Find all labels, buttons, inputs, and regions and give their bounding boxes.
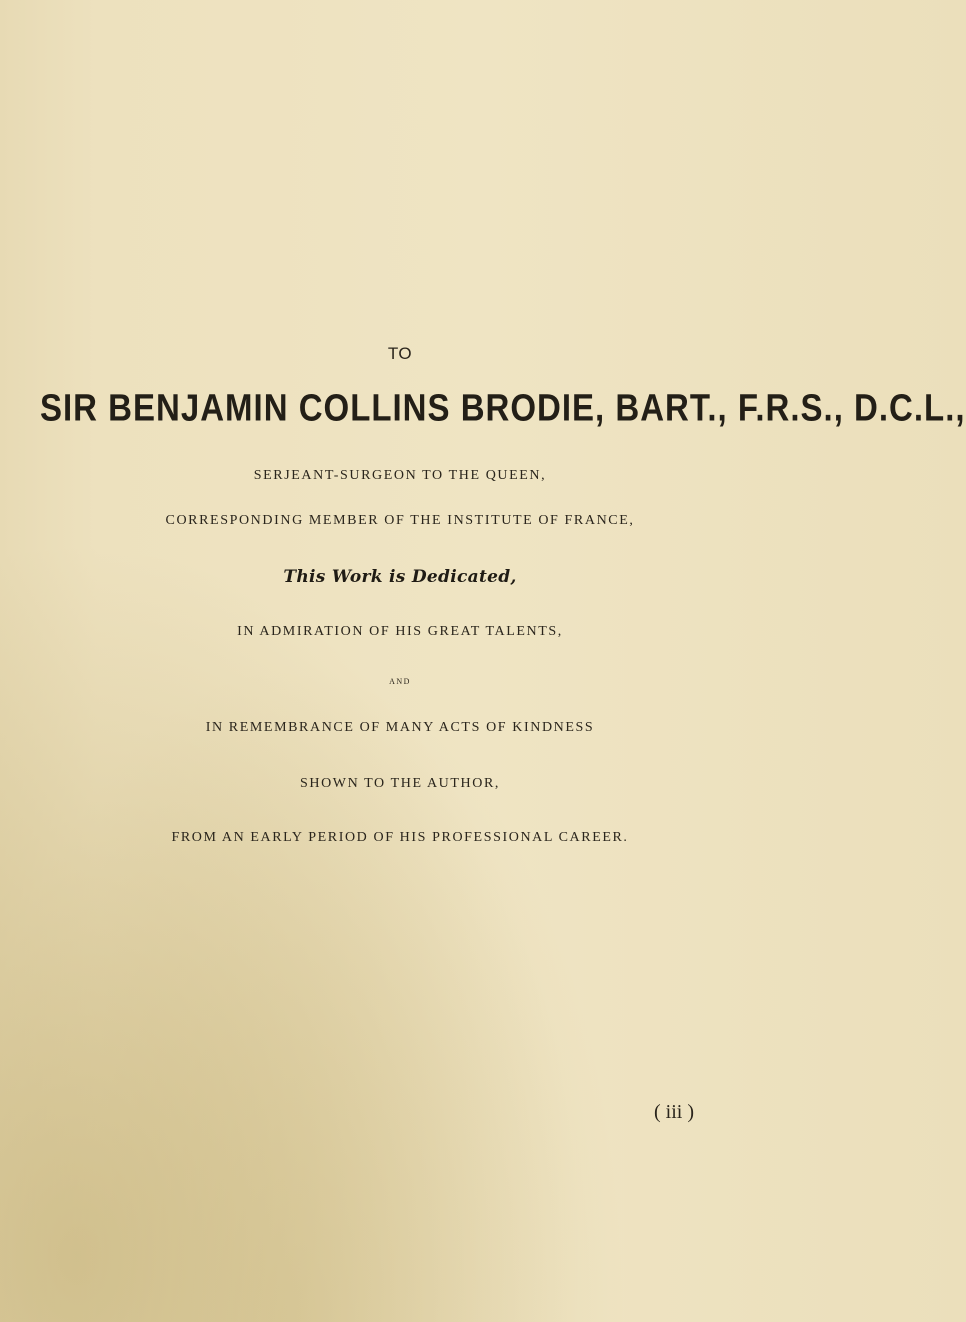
- dedicatee-title-2: CORRESPONDING MEMBER OF THE INSTITUTE OF FRANCE,: [165, 513, 635, 528]
- dedication-from: FROM AN EARLY PERIOD OF HIS PROFESSIONAL CAREER.: [171, 830, 629, 845]
- dedication-statement: This Work is Dedicated,: [283, 567, 517, 587]
- dedication-and: AND: [389, 677, 411, 686]
- dedicatee-name: SIR BENJAMIN COLLINS BRODIE, BART., F.R.S., D.C.L.,: [40, 386, 966, 429]
- dedication-shown: SHOWN TO THE AUTHOR,: [299, 776, 500, 791]
- dedicatee-title-1: SERJEANT-SURGEON TO THE QUEEN,: [253, 468, 547, 483]
- dedication-to: TO: [387, 344, 413, 363]
- dedication-remembrance: IN REMEMBRANCE OF MANY ACTS OF KINDNESS: [205, 720, 595, 735]
- dedication-admiration: IN ADMIRATION OF HIS GREAT TALENTS,: [237, 624, 563, 639]
- page-number: ( iii ): [654, 1101, 694, 1123]
